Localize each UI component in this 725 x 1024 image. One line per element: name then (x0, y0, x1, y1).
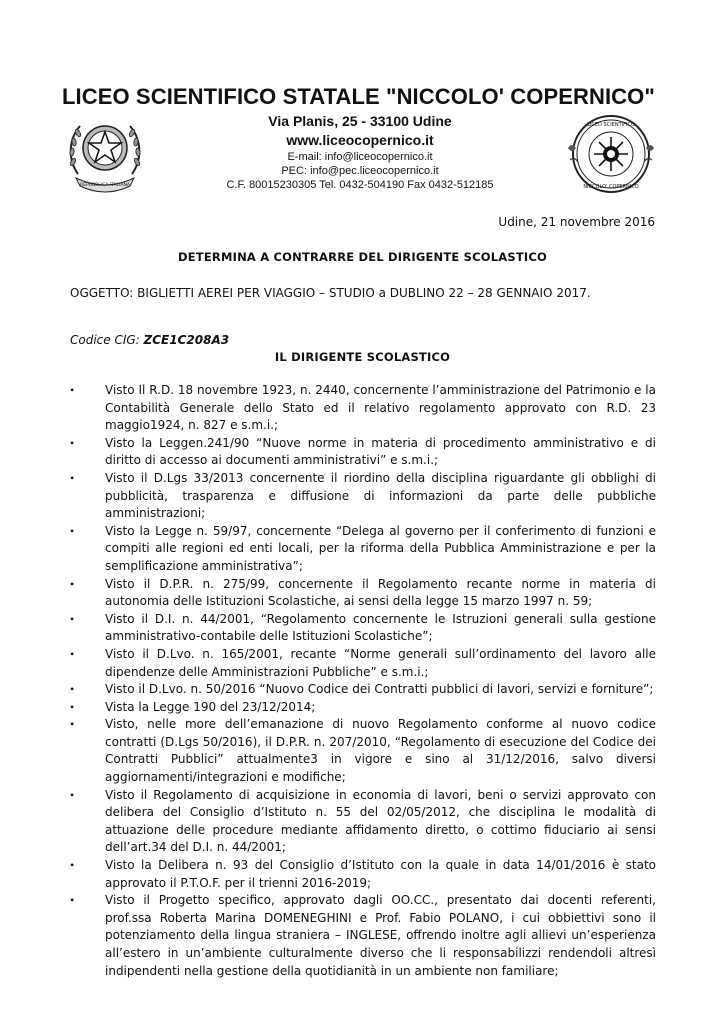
list-item-text: Visto la Delibera n. 93 del Consiglio d’Istituto con la quale in data 14/01/2016 è stato approvato il P.T.O.F. per il trienni 2016-2019; (105, 858, 656, 890)
bullet-icon: • (70, 646, 75, 661)
school-email: E-mail: info@liceocopernico.it (287, 151, 433, 163)
school-address: Via Planis, 25 - 33100 Udine (268, 113, 452, 129)
bullet-icon: • (70, 858, 75, 873)
list-item (70, 787, 656, 857)
school-pec: PEC: info@pec.liceocopernico.it (281, 165, 439, 177)
list-item (70, 699, 656, 717)
list-item-text: Vista la Legge 190 del 23/12/2014; (105, 699, 316, 714)
list-item-text: Visto la Leggen.241/90 “Nuove norme in materia di procedimento amministrativo e di diritto di accesso ai documenti amministrativi” e s.m.i.; (105, 435, 656, 468)
list-item (70, 681, 656, 699)
svg-text:NICCOLO' COPERNICO: NICCOLO' COPERNICO (583, 184, 639, 190)
bullet-icon: • (70, 893, 75, 908)
document-subject: OGGETTO: BIGLIETTI AEREI PER VIAGGIO – STUDIO a DUBLINO 22 – 28 GENNAIO 2017. (70, 286, 591, 300)
bullet-icon: • (70, 435, 75, 450)
cig-label: Codice CIG: (70, 333, 144, 347)
list-item-text: Visto il Regolamento di acquisizione in economia di lavori, beni o servizi approvato con delibera del Consiglio d’Istituto n. 55 del 02/05/2012, che disciplina le modalità di attuazione delle procedure mediante affidamento diretto, o cottimo fiduciario ai sensi dell’art.34 del D.I. n. 44/2001; (105, 787, 656, 855)
list-item-text: Visto il D.Lvo. n. 165/2001, recante “Norme generali sull’ordinamento del lavoro alle dipendenze delle Amministrazioni Pubbliche” e s.m.i.; (105, 646, 656, 679)
list-item (70, 857, 656, 892)
school-website: www.liceocopernico.it (286, 132, 434, 148)
list-item (70, 382, 656, 435)
list-item-text: Visto il Progetto specifico, approvato dagli OO.CC., presentato dai docenti referenti, prof.ssa Roberta Marina DOMENEGHINI e Prof. Fabio POLANO, i cui obbiettivi sono il potenziamento della lingua straniera – INGLESE, offrendo inoltre agli allievi un’esperienza all’estero in un’ambiente culturalmente diverso che li responsabilizzi rendendoli altresì indipendenti nella gestione della quotidianità in un ambiente non familiare; (105, 893, 656, 978)
list-item (70, 523, 656, 576)
section-title: IL DIRIGENTE SCOLASTICO (274, 350, 451, 364)
cig-value: ZCE1C208A3 (143, 333, 230, 347)
bullet-icon: • (70, 383, 75, 397)
document-date: Udine, 21 novembre 2016 (498, 215, 655, 229)
list-item-text: Visto Il R.D. 18 novembre 1923, n. 2440, concernente l’amministrazione del Patrimonio e la Contabilità Generale dello Stato ed il relativo regolamento approvato con R.D. 23 maggio1924, n. 827 e s.m.i.; (105, 383, 656, 433)
list-item (70, 470, 656, 523)
bullet-icon: • (70, 787, 75, 802)
list-item (70, 716, 656, 786)
bullet-icon: • (70, 470, 75, 485)
bullet-icon: • (70, 717, 75, 732)
svg-text:LICEO SCIENTIFICO: LICEO SCIENTIFICO (587, 122, 635, 128)
bullet-icon: • (70, 611, 75, 626)
list-item (70, 646, 656, 681)
list-item-text: Visto il D.Lvo. n. 50/2016 “Nuovo Codice dei Contratti pubblici di lavori, servizi e forniture”; (105, 682, 654, 697)
republic-emblem-icon (64, 112, 146, 194)
considerations-list (70, 382, 656, 980)
school-seal-icon (566, 112, 656, 196)
school-codes: C.F. 80015230305 Tel. 0432-504190 Fax 0432-512185 (226, 179, 494, 191)
list-item (70, 611, 656, 646)
school-contact-block (150, 112, 570, 192)
bullet-icon: • (70, 682, 75, 697)
list-item (70, 576, 656, 611)
bullet-icon: • (70, 699, 75, 714)
list-item (70, 892, 656, 980)
document-title: DETERMINA A CONTRARRE DEL DIRIGENTE SCOLASTICO (178, 250, 547, 264)
bullet-icon: • (70, 523, 75, 538)
list-item-text: Visto la Legge n. 59/97, concernente “Delega al governo per il conferimento di funzioni e compiti alle regioni ed enti locali, per la riforma della Pubblica Amministrazione e per la semplificazione amministrativa”; (105, 523, 656, 573)
list-item-text: Visto il D.P.R. n. 275/99, concernente il Regolamento recante norme in materia di autonomia delle Istituzioni Scolastiche, ai sensi della legge 15 marzo 1997 n. 59; (105, 576, 656, 609)
list-item-text: Visto, nelle more dell’emanazione di nuovo Regolamento conforme al nuovo codice contratti (D.Lgs 50/2016), il D.P.R. n. 207/2010, “Regolamento di esecuzione del Codice dei Contratti Pubblici” attualmente3 in vigore e sino al 31/12/2016, salvo diversi aggiornamenti/integrazioni e modifiche; (105, 717, 656, 785)
list-item (70, 435, 656, 470)
list-item-text: Visto il D.Lgs 33/2013 concernente il riordino della disciplina riguardante gli obblighi di pubblicità, trasparenza e diffusione di informazioni da parte delle pubbliche amministrazioni; (105, 470, 656, 521)
bullet-icon: • (70, 576, 75, 591)
school-name: LICEO SCIENTIFICO STATALE "NICCOLO' COPERNICO" (62, 84, 655, 109)
list-item-text: Visto il D.I. n. 44/2001, “Regolamento concernente le Istruzioni generali sulla gestione amministrativo-contabile delle Istituzioni Scolastiche”; (105, 611, 656, 644)
cig-line (70, 333, 229, 347)
svg-text:REPUBBLICA ITALIANA: REPUBBLICA ITALIANA (80, 183, 130, 188)
